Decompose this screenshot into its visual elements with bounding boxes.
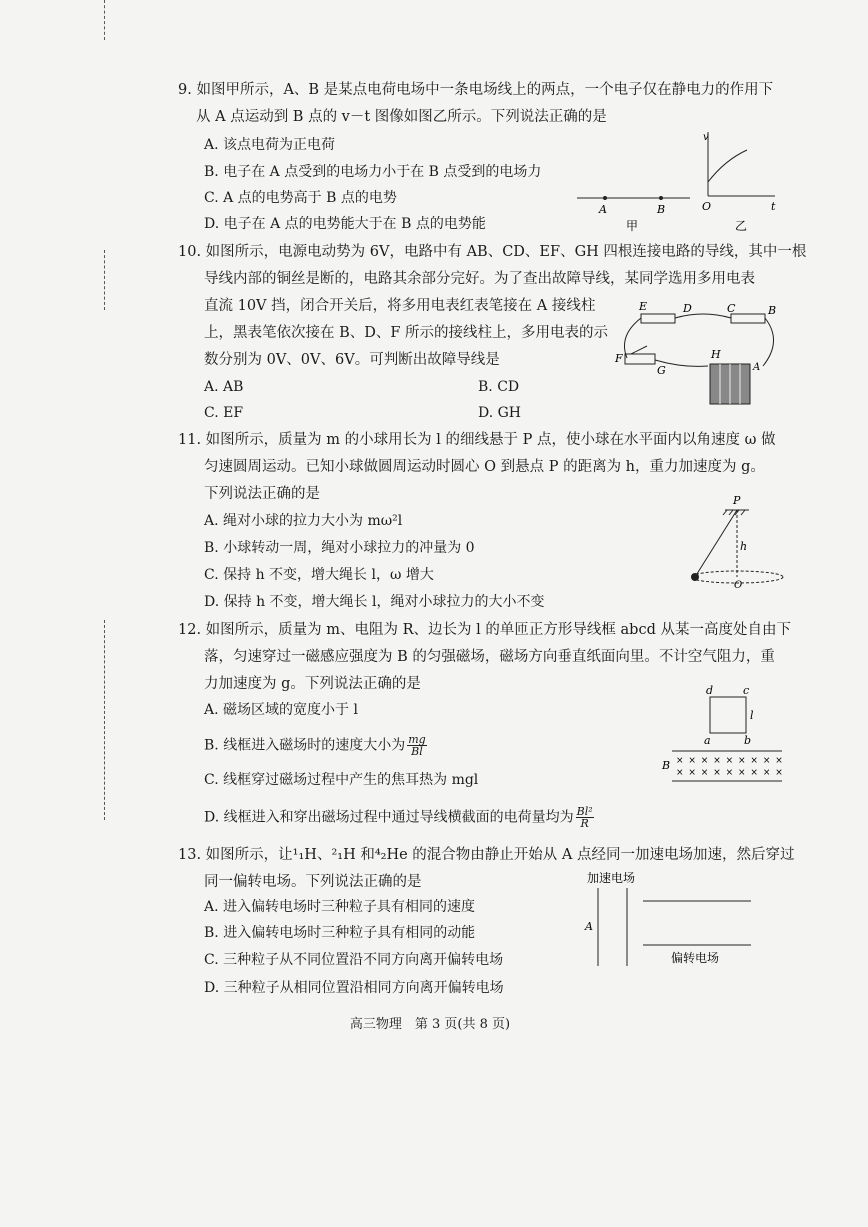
q9-stem-line2: 从 A 点运动到 B 点的 v－t 图像如图乙所示。下列说法正确的是 <box>196 109 607 125</box>
q10-label-d: D <box>683 302 692 315</box>
q11-stem-line2: 匀速圆周运动。已知小球做圆周运动时圆心 O 到悬点 P 的距离为 h，重力加速度为 g。 <box>204 459 765 475</box>
q9-label-v: v <box>703 132 709 143</box>
q9-option-a: A. 该点电荷为正电荷 <box>204 137 336 153</box>
q13-option-b: B. 进入偏转电场时三种粒子具有相同的动能 <box>204 925 476 941</box>
q12-option-d-fraction <box>576 806 594 829</box>
q11-pendulum-diagram <box>685 490 785 590</box>
q13-field-diagram <box>583 868 763 968</box>
q12-stem-line2: 落，匀速穿过一磁感应强度为 B 的匀强磁场，磁场方向垂直纸面向里。不计空气阻力，重 <box>204 649 775 665</box>
q13-stem-line1: 13. 如图所示，让¹₁H、²₁H 和⁴₂He 的混合物由静止开始从 A 点经同一加速电场加速，然后穿过 <box>178 847 795 863</box>
q12-label-c: c <box>743 684 750 697</box>
q11-stem-line1: 11. 如图所示，质量为 m 的小球用长为 l 的细线悬于 P 点，使小球在水平面内以角速度 ω 做 <box>178 432 776 448</box>
q11-option-a: A. 绳对小球的拉力大小为 mω²l <box>204 513 403 529</box>
page-footer: 高三物理 第 3 页(共 8 页) <box>349 1017 511 1032</box>
q10-label-b: B <box>768 304 777 317</box>
q12-option-b-denominator: Bl <box>411 745 423 758</box>
q10-stem-line5: 数分别为 0V、0V、6V。可判断出故障导线是 <box>204 352 500 368</box>
q12-option-b-text: B. 线框进入磁场时的速度大小为 <box>204 737 406 754</box>
q12-option-b-numerator: mg <box>408 733 426 746</box>
q12-option-d-denominator: R <box>580 817 589 830</box>
q10-stem-line4: 上，黑表笔依次接在 B、D、F 所示的接线柱上，多用电表的示 <box>204 325 609 341</box>
q10-stem-line1: 10. 如图所示，电源电动势为 6V，电路中有 AB、CD、EF、GH 四根连接电路的导线，其中一根 <box>178 244 807 260</box>
q13-option-d: D. 三种粒子从相同位置沿相同方向离开偏转电场 <box>204 980 504 996</box>
q10-figure <box>613 296 783 414</box>
q12-option-c: C. 线框穿过磁场过程中产生的焦耳热为 mgl <box>204 772 479 788</box>
q9-stem-line1: 9. 如图甲所示，A、B 是某点电荷电场中一条电场线上的两点，一个电子仅在静电力的作用下 <box>178 82 774 98</box>
q11-label-o: O <box>734 580 743 591</box>
q9-option-d: D. 电子在 A 点的电势能大于在 B 点的电势能 <box>204 216 486 232</box>
q12-label-l: l <box>750 709 754 722</box>
q13-label-deflect-field: 偏转电场 <box>671 951 720 965</box>
q11-option-c: C. 保持 h 不变，增大绳长 l，ω 增大 <box>204 567 434 583</box>
q9-option-b: B. 电子在 A 点受到的电场力小于在 B 点受到的电场力 <box>204 164 542 180</box>
q13-option-c: C. 三种粒子从不同位置沿不同方向离开偏转电场 <box>204 952 504 968</box>
q10-option-b: B. CD <box>478 379 520 395</box>
q12-label-b: b <box>744 734 752 747</box>
q10-stem-line2: 导线内部的铜丝是断的，电路其余部分完好。为了查出故障导线，某同学选用多用电表 <box>204 271 755 287</box>
q11-option-b: B. 小球转动一周，绳对小球拉力的冲量为 0 <box>204 540 475 556</box>
q13-option-a: A. 进入偏转电场时三种粒子具有相同的速度 <box>204 899 476 915</box>
q9-label-o: O <box>702 200 712 213</box>
q12-option-b <box>204 734 427 757</box>
q13-label-accel-field: 加速电场 <box>587 871 636 885</box>
q13-stem-line2: 同一偏转电场。下列说法正确的是 <box>204 874 422 890</box>
q12-label-a: a <box>704 734 711 747</box>
q10-option-c: C. EF <box>204 405 244 421</box>
q11-figure <box>685 490 785 590</box>
q10-circuit-diagram <box>613 296 783 414</box>
binding-margin-line <box>104 620 105 820</box>
q10-label-c: C <box>727 302 736 315</box>
q11-stem-line3: 下列说法正确的是 <box>204 486 320 502</box>
q9-diagram <box>575 130 790 235</box>
q12-option-a: A. 磁场区域的宽度小于 l <box>204 702 358 718</box>
q11-option-d: D. 保持 h 不变，增大绳长 l，绳对小球拉力的大小不变 <box>204 594 545 610</box>
q10-label-f: F <box>615 352 623 365</box>
q9-option-c: C. A 点的电势高于 B 点的电势 <box>204 190 397 206</box>
q10-label-g: G <box>657 364 666 377</box>
q9-label-a: A <box>599 203 607 216</box>
q12-option-d-text: D. 线框进入和穿出磁场过程中通过导线横截面的电荷量均为 <box>204 809 574 826</box>
q10-option-a: A. AB <box>204 379 244 395</box>
q9-label-t: t <box>771 200 776 213</box>
q9-label-jia: 甲 <box>626 219 639 233</box>
q12-option-d <box>204 806 594 829</box>
q12-label-field-b: B <box>662 759 671 772</box>
q12-loop-diagram <box>660 683 785 788</box>
q12-option-b-fraction <box>407 734 426 757</box>
q11-label-h: h <box>740 540 748 553</box>
q9-label-yi: 乙 <box>735 219 748 233</box>
binding-margin-line <box>104 250 105 310</box>
q12-label-d: d <box>706 684 714 697</box>
q10-label-e: E <box>639 300 648 313</box>
q10-label-a: A <box>753 362 761 373</box>
q12-stem-line1: 12. 如图所示，质量为 m、电阻为 R、边长为 l 的单匝正方形导线框 abcd 从某一高度处自由下 <box>178 622 791 638</box>
q10-label-h: H <box>711 348 721 361</box>
q11-label-p: P <box>733 494 741 507</box>
q13-label-a: A <box>585 920 593 933</box>
q9-figure <box>575 130 790 235</box>
q12-field-crosses-row1: × × × × × × × × × <box>676 756 784 766</box>
q12-stem-line3: 力加速度为 g。下列说法正确的是 <box>204 676 421 692</box>
q13-figure <box>583 868 763 968</box>
q9-label-b: B <box>657 203 666 216</box>
q12-option-d-numerator: Bl² <box>576 805 593 818</box>
binding-margin-line <box>104 0 105 40</box>
q12-figure <box>660 683 785 788</box>
q10-stem-line3: 直流 10V 挡，闭合开关后，将多用电表红表笔接在 A 接线柱 <box>204 298 596 314</box>
q10-option-d: D. GH <box>478 405 522 421</box>
q12-field-crosses-row2: × × × × × × × × × <box>676 768 784 778</box>
